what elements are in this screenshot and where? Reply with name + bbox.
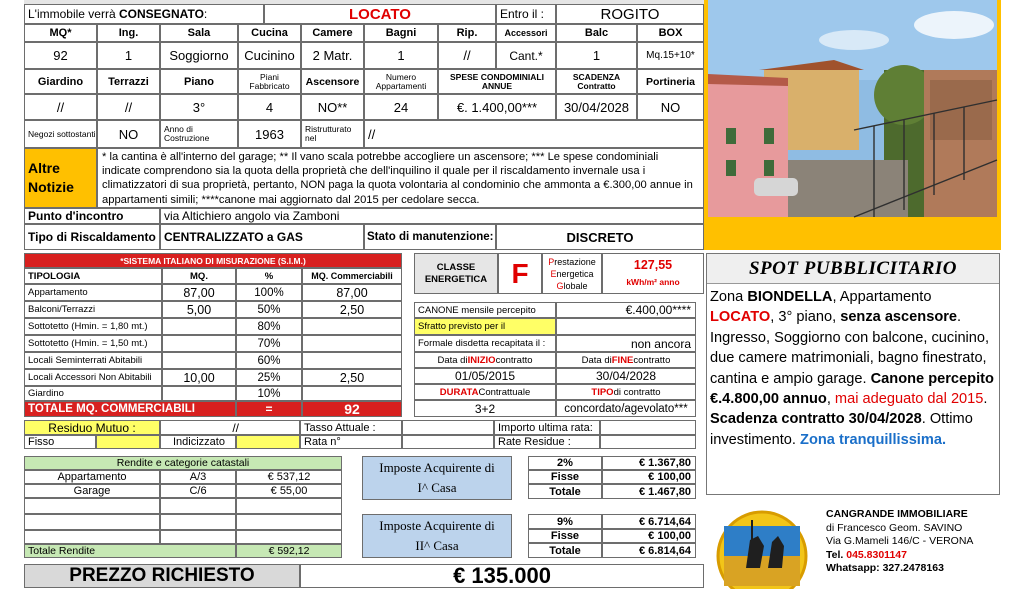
agency-details (826, 508, 998, 576)
sim-header-percent: % (236, 268, 302, 284)
catasto-total-label: Totale Rendite (24, 544, 236, 558)
riscaldamento-label: Tipo di Riscaldamento (24, 224, 160, 250)
sim-row-label: Balconi/Terrazzi (24, 301, 162, 318)
consegnato-label: L'immobile verrà CONSEGNATO : (24, 4, 264, 24)
header-spese-condominiali: SPESE CONDOMINIALI ANNUE (438, 69, 556, 94)
indicizzato-checkbox (236, 435, 300, 449)
imposte-seconda-title: Imposte Acquirente di II^ Casa (362, 514, 512, 558)
imposte-row-label: Totale (528, 543, 602, 558)
value-ascensore: NO** (301, 94, 364, 120)
fine-label: Data di FINE contratto (556, 352, 696, 368)
value-scadenza: 30/04/2028 (556, 94, 637, 120)
residuo-mutuo-value: // (160, 420, 300, 435)
ristrutturato-value: // (364, 120, 704, 148)
imposte-row-value: € 1.367,80 (602, 456, 696, 470)
tasso-label: Tasso Attuale : (300, 420, 402, 435)
sim-row-mq: 5,00 (162, 301, 236, 318)
catasto-empty-row (236, 498, 342, 514)
catasto-row-label: Appartamento (24, 470, 160, 484)
inizio-value: 01/05/2015 (414, 368, 556, 384)
sim-row-commerciabili: 87,00 (302, 284, 402, 301)
header-rip: Rip. (438, 24, 496, 42)
ristrutturato-label: Ristrutturato nel (301, 120, 364, 148)
fine-value: 30/04/2028 (556, 368, 696, 384)
sim-row-percent: 70% (236, 335, 302, 352)
sim-total-value: 92 (302, 401, 402, 417)
header-accessori: Accessori (496, 24, 556, 42)
sim-row-label: Appartamento (24, 284, 162, 301)
catasto-empty-row (24, 530, 160, 544)
sim-row-commerciabili: 2,50 (302, 369, 402, 386)
sim-row-label: Locali Accessori Non Abitabili (24, 369, 162, 386)
incontro-label: Punto d'incontro (24, 208, 160, 224)
sim-row-mq (162, 335, 236, 352)
canone-value: €.400,00**** (556, 302, 696, 318)
imposte-row-value: € 1.467,80 (602, 484, 696, 499)
sim-row-percent: 25% (236, 369, 302, 386)
sim-row-label: Sottotetto (Hmin. = 1,50 mt.) (24, 335, 162, 352)
disdetta-value: non ancora (556, 335, 696, 352)
value-spese-condominiali: €. 1.400,00*** (438, 94, 556, 120)
header-camere: Camere (301, 24, 364, 42)
catasto-total-value: € 592,12 (236, 544, 342, 558)
agency-logo (716, 506, 808, 576)
energy-class-label: CLASSE ENERGETICA (414, 253, 498, 294)
value-cucina: Cucinino (238, 42, 301, 69)
imposte-row-label: 9% (528, 514, 602, 529)
value-bagni: 1 (364, 42, 438, 69)
rata-n-label: Rata n° (300, 435, 402, 449)
header-ing: Ing. (97, 24, 160, 42)
header-scadenza: SCADENZA Contratto (556, 69, 637, 94)
header-balc: Balc (556, 24, 637, 42)
importo-rata-label: Importo ultima rata: (494, 420, 600, 435)
sim-row-label: Giardino (24, 386, 162, 401)
anno-value: 1963 (238, 120, 301, 148)
spot-text: Zona BIONDELLA, Appartamento LOCATO, 3° piano, senza ascensore. Ingresso, Soggiorno con balcone, cucinino, due camere matrimoniali, bagno finestrato, cantina e ampio garage. Canone percepito €.4.800,00 annuo, mai adeguato dal 2015. Scadenza contratto 30/04/2028. Ottimo investimento. Zona tranquillissima. (710, 289, 994, 448)
energy-value: 127,55 (633, 257, 673, 272)
anno-label: Anno di Costruzione (160, 120, 238, 148)
header-piani-fabbricato: Piani Fabbricato (238, 69, 301, 94)
value-piano: 3° (160, 94, 238, 120)
imposte-row-label: Fisse (528, 529, 602, 543)
tipo-value: concordato/agevolato*** (556, 400, 696, 417)
value-piani-fabbricato: 4 (238, 94, 301, 120)
catasto-row-category: A/3 (160, 470, 236, 484)
residuo-mutuo-label: Residuo Mutuo : (24, 420, 160, 435)
negozi-label: Negozi sottostanti (24, 120, 97, 148)
price-label: PREZZO RICHIESTO (24, 564, 300, 588)
agency-name: CANGRANDE IMMOBILIARE (826, 508, 968, 520)
value-box: Mq.15+10* (637, 42, 704, 69)
entro-value: ROGITO (556, 4, 704, 24)
sim-row-mq: 87,00 (162, 284, 236, 301)
sim-row-label: Locali Seminterrati Abitabili (24, 352, 162, 369)
sim-row-percent: 60% (236, 352, 302, 369)
sim-row-percent: 50% (236, 301, 302, 318)
durata-value: 3+2 (414, 400, 556, 417)
value-camere: 2 Matr. (301, 42, 364, 69)
value-ing: 1 (97, 42, 160, 69)
sfratto-label: Sfratto previsto per il (414, 318, 556, 335)
sim-row-percent: 100% (236, 284, 302, 301)
catasto-row-value: € 55,00 (236, 484, 342, 498)
indicizzato-label: Indicizzato (160, 435, 236, 449)
catasto-title: Rendite e categorie catastali (24, 456, 342, 470)
sim-row-commerciabili (302, 318, 402, 335)
spot-box (706, 253, 1000, 495)
negozi-value: NO (97, 120, 160, 148)
catasto-empty-row (160, 530, 236, 544)
sim-row-commerciabili: 2,50 (302, 301, 402, 318)
catasto-empty-row (24, 498, 160, 514)
tasso-value (402, 420, 494, 435)
agency-phone: Tel. 045.8301147 (826, 548, 907, 561)
rata-n-value (402, 435, 494, 449)
imposte-row-label: Totale (528, 484, 602, 499)
energy-value-box (602, 253, 704, 294)
rate-residue-value (600, 435, 696, 449)
header-numero-appartamenti: Numero Appartamenti (364, 69, 438, 94)
catasto-empty-row (160, 514, 236, 530)
energy-class-value: F (498, 253, 542, 294)
sim-row-commerciabili (302, 335, 402, 352)
sim-title: *SISTEMA ITALIANO DI MISURAZIONE (S.I.M.) (24, 253, 402, 268)
sim-row-commerciabili (302, 386, 402, 401)
property-photo (704, 0, 1001, 250)
inizio-label: Data di INIZIO contratto (414, 352, 556, 368)
value-mq: 92 (24, 42, 97, 69)
agency-address: Via G.Mameli 146/C - VERONA (826, 535, 974, 547)
tipo-label: TIPO di contratto (556, 384, 696, 400)
imposte-row-value: € 100,00 (602, 470, 696, 484)
sim-header-mq: MQ. (162, 268, 236, 284)
energy-prestazione-label: Prestazione Energetica Globale (542, 253, 602, 294)
entro-label: Entro il : (496, 4, 556, 24)
notes-text: * la cantina è all'interno del garage; ** Il vano scala potrebbe accogliere un ascensore; *** Le spese condominiali indicate comprendono sia la quota della proprietà che dell'inquilino il quale per il riscaldamento invernale usa i climatizzatori di sua proprietà, pertanto, NON paga la quota volontaria al condominio che ammonta a €.300,00 annue in appartamenti simili; ****canone mai aggiornato dal 2015 per cedolare secca. (97, 148, 704, 208)
consegnato-value: LOCATO (264, 4, 496, 24)
imposte-row-value: € 6.714,64 (602, 514, 696, 529)
stato-value: DISCRETO (496, 224, 704, 250)
catasto-empty-row (236, 530, 342, 544)
imposte-row-value: € 100,00 (602, 529, 696, 543)
catasto-empty-row (24, 514, 160, 530)
value-balc: 1 (556, 42, 637, 69)
header-cucina: Cucina (238, 24, 301, 42)
value-accessori: Cant.* (496, 42, 556, 69)
imposte-row-value: € 6.814,64 (602, 543, 696, 558)
knight-logo-icon (716, 506, 808, 576)
fisso-checkbox (96, 435, 160, 449)
incontro-value: via Altichiero angolo via Zamboni (160, 208, 704, 224)
header-portineria: Portineria (637, 69, 704, 94)
sim-total-eq: = (236, 401, 302, 417)
catasto-empty-row (160, 498, 236, 514)
sim-row-percent: 80% (236, 318, 302, 335)
header-ascensore: Ascensore (301, 69, 364, 94)
imposte-row-label: Fisse (528, 470, 602, 484)
photo-image (704, 0, 1001, 250)
sfratto-value (556, 318, 696, 335)
sim-row-commerciabili (302, 352, 402, 369)
sim-row-percent: 10% (236, 386, 302, 401)
value-sala: Soggiorno (160, 42, 238, 69)
catasto-row-label: Garage (24, 484, 160, 498)
canone-label: CANONE mensile percepito (414, 302, 556, 318)
energy-unit: kWh/m² anno (626, 276, 680, 287)
sim-row-mq (162, 352, 236, 369)
sim-row-mq (162, 318, 236, 335)
agency-owner: di Francesco Geom. SAVINO (826, 521, 963, 534)
value-terrazzi: // (97, 94, 160, 120)
catasto-row-value: € 537,12 (236, 470, 342, 484)
header-terrazzi: Terrazzi (97, 69, 160, 94)
imposte-prima-title: Imposte Acquirente di I^ Casa (362, 456, 512, 500)
sim-row-mq (162, 386, 236, 401)
imposte-row-label: 2% (528, 456, 602, 470)
importo-rata-value (600, 420, 696, 435)
agency-box (706, 498, 1000, 576)
sim-row-mq: 10,00 (162, 369, 236, 386)
catasto-empty-row (236, 514, 342, 530)
spot-title: SPOT PUBBLICITARIO (707, 254, 999, 284)
header-bagni: Bagni (364, 24, 438, 42)
value-portineria: NO (637, 94, 704, 120)
durata-label: DURATA Contrattuale (414, 384, 556, 400)
value-giardino: // (24, 94, 97, 120)
header-sala: Sala (160, 24, 238, 42)
header-giardino: Giardino (24, 69, 97, 94)
riscaldamento-value: CENTRALIZZATO a GAS (160, 224, 364, 250)
rate-residue-label: Rate Residue : (494, 435, 600, 449)
disdetta-label: Formale disdetta recapitata il : (414, 335, 556, 352)
sim-total-label: TOTALE MQ. COMMERCIABILI (24, 401, 236, 417)
header-mq: MQ* (24, 24, 97, 42)
sim-header-tipologia: TIPOLOGIA (24, 268, 162, 284)
agency-whatsapp: Whatsapp: 327.2478163 (826, 562, 944, 574)
fisso-label: Fisso (24, 435, 96, 449)
stato-label: Stato di manutenzione: (364, 224, 496, 250)
header-box: BOX (637, 24, 704, 42)
page-edge (1001, 0, 1024, 576)
value-rip: // (438, 42, 496, 69)
catasto-row-category: C/6 (160, 484, 236, 498)
notes-title: Altre Notizie (24, 148, 97, 208)
sim-header-commerciabili: MQ. Commerciabili (302, 268, 402, 284)
price-value: € 135.000 (300, 564, 704, 588)
header-piano: Piano (160, 69, 238, 94)
sim-row-label: Sottotetto (Hmin. = 1,80 mt.) (24, 318, 162, 335)
value-numero-appartamenti: 24 (364, 94, 438, 120)
